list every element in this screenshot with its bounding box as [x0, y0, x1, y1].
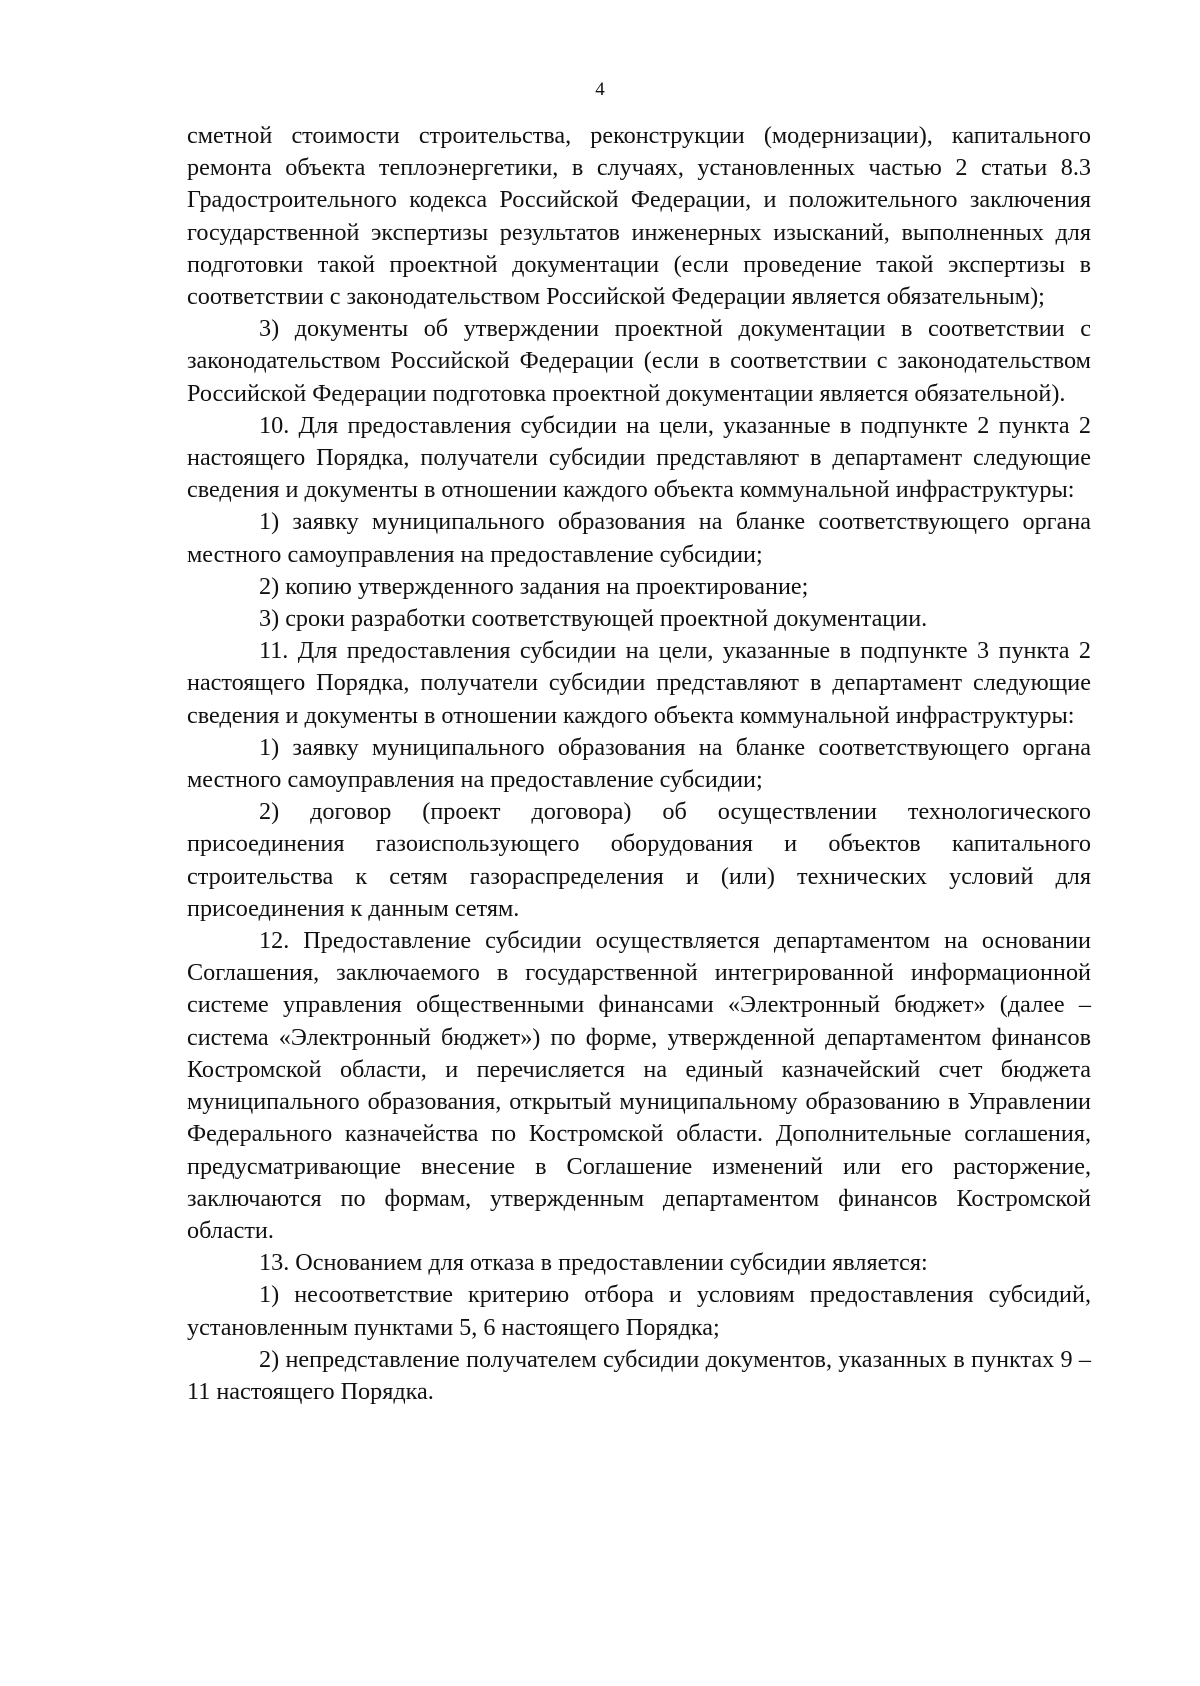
page-number: 4 — [595, 79, 605, 100]
paragraph-clause-13-item-2: 2) непредставление получателем субсидии документов, указанных в пунктах 9 – 11 настоящего Порядка. — [187, 1345, 1091, 1405]
paragraph-clause-12: 12. Предоставление субсидии осуществляется департаментом на основании Соглашения, заключаемого в государственной интегрированной информационной системе управления общественными финансами «Электронный бюджет» (далее – система «Электронный бюджет») по форме, утвержденной департаментом финансов Костромской области, и перечисляется на единый казначейский счет бюджета муниципального образования, открытый муниципальному образованию в Управлении Федерального казначейства по Костромской области. Дополнительные соглашения, предусматривающие внесение в Соглашение изменений или его расторжение, заключаются по формам, утвержденным департаментом финансов Костромской области. — [187, 927, 1091, 1244]
paragraph-clause-10: 10. Для предоставления субсидии на цели, указанные в подпункте 2 пункта 2 настоящего Порядка, получатели субсидии представляют в департамент следующие сведения и документы в отношении каждого объекта коммунальной инфраструктуры: — [187, 411, 1091, 504]
paragraph-clause-11-item-2: 2) договор (проект договора) об осуществлении технологического присоединения газоиспользующего оборудования и объектов капитального строительства к сетям газораспределения и (или) технических условий для присоединения к данным сетям. — [187, 798, 1091, 922]
paragraph-estimate-cost-continuation: сметной стоимости строительства, реконструкции (модернизации), капитального ремонта объекта теплоэнергетики, в случаях, установленных частью 2 статьи 8.3 Градостроительного кодекса Российской Федерации, и положительного заключения государственной экспертизы результатов инженерных изысканий, выполненных для подготовки такой проектной документации (если проведение такой экспертизы в соответствии с законодательством Российской Федерации является обязательным); — [187, 122, 1091, 311]
paragraph-clause-13-item-1: 1) несоответствие критерию отбора и условиям предоставления субсидий, установленным пунктами 5, 6 настоящего Порядка; — [187, 1281, 1091, 1341]
paragraph-item-3-design-approval: 3) документы об утверждении проектной документации в соответствии с законодательством Российской Федерации (если в соответствии с законодательством Российской Федерации подготовка проектной документации является обязательной). — [187, 315, 1091, 407]
paragraph-clause-11-item-1: 1) заявку муниципального образования на бланке соответствующего органа местного самоуправления на предоставление субсидии; — [187, 733, 1091, 794]
paragraph-clause-11: 11. Для предоставления субсидии на цели, указанные в подпункте 3 пункта 2 настоящего Порядка, получатели субсидии представляют в департамент следующие сведения и документы в отношении каждого объекта коммунальной инфраструктуры: — [187, 637, 1091, 729]
document-body — [187, 120, 1091, 1408]
paragraph-clause-10-item-1: 1) заявку муниципального образования на бланке соответствующего органа местного самоуправления на предоставление субсидии; — [187, 508, 1091, 568]
paragraph-clause-13: 13. Основанием для отказа в предоставлении субсидии является: — [259, 1249, 928, 1277]
paragraph-clause-10-item-2: 2) копию утвержденного задания на проектирование; — [259, 572, 809, 600]
paragraph-clause-10-item-3: 3) сроки разработки соответствующей проектной документации. — [259, 605, 928, 633]
